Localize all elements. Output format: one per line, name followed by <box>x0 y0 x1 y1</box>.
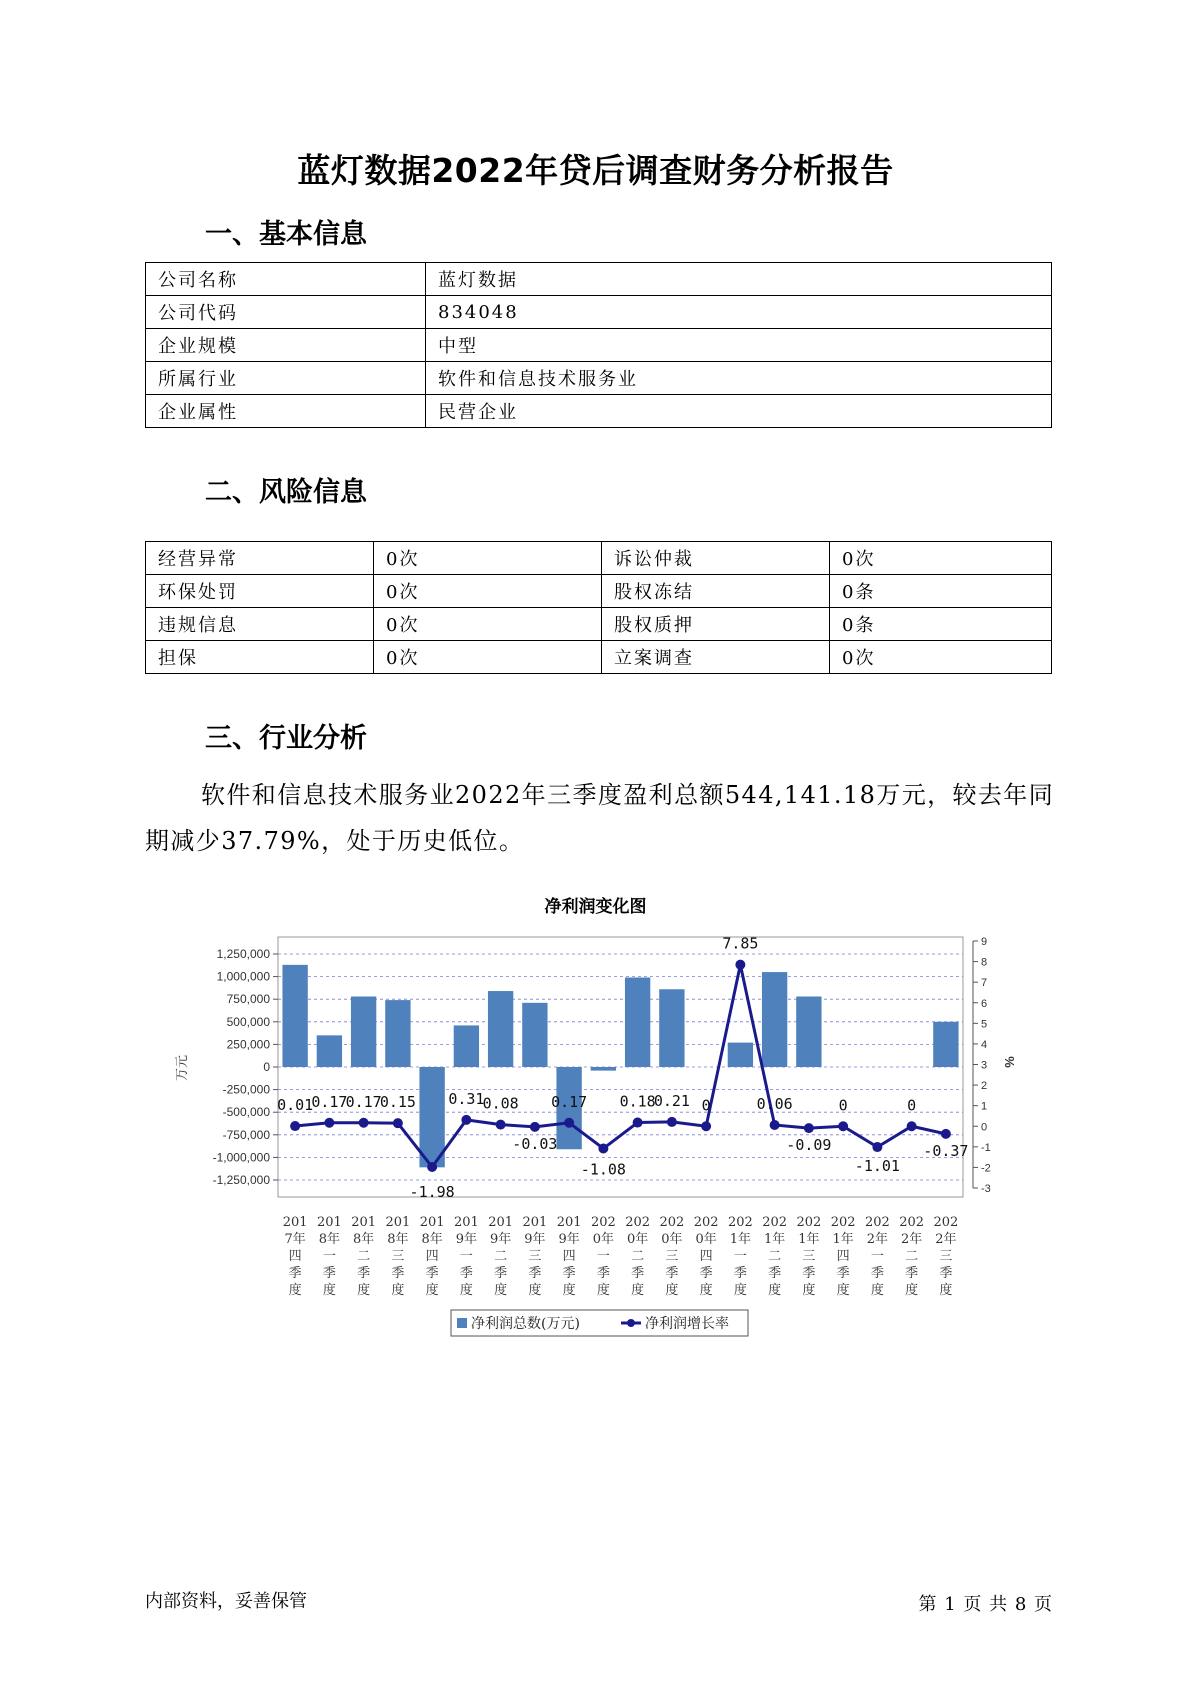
y-right-tick-label: 8 <box>981 956 988 969</box>
table-cell-label: 环保处罚 <box>146 575 374 608</box>
x-category-label: 季 <box>939 1266 953 1281</box>
y-right-tick-label: 9 <box>981 936 988 948</box>
growth-rate-data-label: 0.17 <box>551 1092 588 1111</box>
y-left-tick-label: -500,000 <box>222 1105 270 1120</box>
table-cell-value: 0条 <box>830 575 1052 608</box>
x-category-label: 度 <box>699 1283 713 1298</box>
footer-page-number: 第 1 页 共 8 页 <box>918 1594 1053 1615</box>
chart-bar <box>488 991 513 1067</box>
table-cell-value: 0次 <box>830 542 1052 575</box>
table-cell-value: 蓝灯数据 <box>426 263 1052 296</box>
x-category-label: 201 <box>385 1215 411 1230</box>
legend-bar-swatch <box>457 1318 467 1328</box>
x-category-label: 2年 <box>866 1232 889 1247</box>
x-category-label: 季 <box>459 1266 473 1281</box>
x-category-label: 三 <box>665 1249 679 1264</box>
x-category-label: 8年 <box>352 1232 375 1247</box>
growth-rate-point <box>770 1120 780 1130</box>
x-category-label: 度 <box>631 1283 645 1298</box>
growth-rate-point <box>667 1117 677 1127</box>
x-category-label: 0年 <box>695 1232 717 1247</box>
growth-rate-data-label: -1.98 <box>409 1183 455 1202</box>
table-cell-label: 公司代码 <box>146 296 426 329</box>
growth-rate-data-label: 7.85 <box>722 934 759 953</box>
section-heading-basic: 一、基本信息 <box>205 219 367 250</box>
x-category-label: 0年 <box>661 1232 683 1247</box>
x-category-label: 季 <box>733 1266 747 1281</box>
x-category-label: 季 <box>494 1266 508 1281</box>
x-category-label: 9年 <box>524 1232 546 1247</box>
x-category-label: 1年 <box>832 1232 854 1247</box>
x-category-label: 201 <box>522 1215 548 1230</box>
growth-rate-data-label: 0.21 <box>653 1091 690 1110</box>
growth-rate-point <box>461 1115 471 1125</box>
x-category-label: 四 <box>288 1249 302 1264</box>
x-category-label: 季 <box>357 1266 371 1281</box>
growth-rate-point <box>701 1121 711 1131</box>
x-category-label: 201 <box>453 1215 479 1230</box>
table-cell-value: 0次 <box>374 641 602 674</box>
x-category-label: 0年 <box>626 1232 649 1247</box>
growth-rate-data-label: 0.17 <box>345 1092 382 1111</box>
growth-rate-point <box>633 1118 643 1128</box>
x-category-label: 二 <box>357 1249 371 1264</box>
x-category-label: 度 <box>939 1283 953 1298</box>
x-category-label: 202 <box>830 1215 856 1230</box>
x-category-label: 度 <box>870 1283 884 1298</box>
y-right-tick-label: -2 <box>981 1162 991 1175</box>
table-cell-value: 软件和信息技术服务业 <box>426 362 1052 395</box>
x-category-label: 202 <box>762 1215 788 1230</box>
growth-rate-point <box>324 1118 334 1128</box>
table-cell-label: 违规信息 <box>146 608 374 641</box>
x-category-label: 8年 <box>387 1232 409 1247</box>
growth-rate-point <box>804 1123 814 1133</box>
x-category-label: 9年 <box>558 1232 580 1247</box>
x-category-label: 季 <box>699 1266 713 1281</box>
x-category-label: 202 <box>864 1215 890 1230</box>
x-category-label: 度 <box>836 1283 850 1298</box>
x-category-label: 二 <box>905 1249 919 1264</box>
chart-bar <box>385 1000 410 1067</box>
growth-rate-data-label: 0.08 <box>482 1094 519 1113</box>
x-category-label: 度 <box>562 1283 576 1298</box>
y-left-tick-label: 1,250,000 <box>216 947 270 961</box>
y-left-tick-label: 0 <box>263 1060 270 1074</box>
y-right-tick-label: -1 <box>981 1141 991 1154</box>
table-cell-value: 中型 <box>426 329 1052 362</box>
y-left-tick-label: 250,000 <box>226 1037 270 1052</box>
chart-bar <box>351 996 376 1067</box>
x-category-label: 度 <box>425 1283 439 1298</box>
x-category-label: 季 <box>870 1266 884 1281</box>
x-category-label: 二 <box>768 1249 782 1264</box>
x-category-label: 一 <box>459 1249 473 1264</box>
x-category-label: 度 <box>733 1283 747 1298</box>
x-category-label: 8年 <box>421 1232 443 1247</box>
x-category-label: 度 <box>768 1283 782 1298</box>
growth-rate-data-label: 0 <box>701 1096 711 1115</box>
x-category-label: 9年 <box>489 1232 512 1247</box>
table-cell-label: 经营异常 <box>146 542 374 575</box>
y-left-tick-label: -750,000 <box>222 1127 270 1142</box>
x-category-label: 度 <box>459 1283 473 1298</box>
legend-line-marker <box>627 1319 635 1327</box>
x-category-label: 一 <box>596 1249 610 1264</box>
x-category-label: 四 <box>699 1249 713 1264</box>
y-left-tick-label: 750,000 <box>226 992 270 1007</box>
y-right-tick-label: -3 <box>981 1183 991 1195</box>
growth-rate-point <box>907 1121 917 1131</box>
x-category-label: 0年 <box>592 1232 615 1247</box>
x-category-label: 201 <box>282 1215 308 1230</box>
x-category-label: 201 <box>351 1215 377 1230</box>
x-category-label: 202 <box>727 1215 753 1230</box>
y-left-tick-label: 1,000,000 <box>216 969 270 984</box>
x-category-label: 二 <box>631 1249 645 1264</box>
growth-rate-data-label: 0 <box>907 1096 917 1115</box>
growth-rate-data-label: -0.09 <box>786 1136 832 1155</box>
x-category-label: 8年 <box>318 1232 341 1247</box>
footer-confidential-note: 内部资料，妥善保管 <box>145 1591 307 1612</box>
y-right-tick-label: 3 <box>981 1059 988 1072</box>
growth-rate-data-label: -0.37 <box>923 1141 969 1160</box>
y-right-tick-label: 5 <box>981 1018 988 1031</box>
x-category-label: 三 <box>939 1249 953 1264</box>
legend-bar-label: 净利润总数(万元) <box>471 1316 580 1332</box>
chart-bar <box>522 1003 547 1067</box>
chart-bar <box>454 1025 479 1067</box>
chart-bar <box>933 1022 958 1067</box>
x-category-label: 度 <box>494 1283 508 1298</box>
chart-title: 净利润变化图 <box>544 897 647 917</box>
x-category-label: 季 <box>562 1266 576 1281</box>
table-cell-label: 公司名称 <box>146 263 426 296</box>
x-category-label: 2年 <box>900 1232 923 1247</box>
x-category-label: 1年 <box>763 1232 786 1247</box>
x-category-label: 三 <box>391 1249 405 1264</box>
chart-bar <box>728 1043 753 1067</box>
section-heading-industry: 三、行业分析 <box>205 723 367 754</box>
table-cell-label: 股权冻结 <box>602 575 830 608</box>
table-cell-value: 0次 <box>374 608 602 641</box>
growth-rate-point <box>290 1121 300 1131</box>
y-right-tick-label: 7 <box>981 977 988 990</box>
x-category-label: 201 <box>556 1215 582 1230</box>
x-category-label: 四 <box>425 1249 439 1264</box>
x-category-label: 202 <box>933 1215 959 1230</box>
table-cell-value: 834048 <box>426 296 1052 329</box>
chart-bar <box>591 1067 616 1071</box>
x-category-label: 四 <box>836 1249 850 1264</box>
table-cell-value: 0次 <box>374 542 602 575</box>
x-category-label: 季 <box>768 1266 782 1281</box>
table-cell-value: 民营企业 <box>426 395 1052 428</box>
y-left-tick-label: -1,250,000 <box>212 1173 270 1187</box>
x-category-label: 季 <box>836 1266 850 1281</box>
x-category-label: 度 <box>596 1283 610 1298</box>
x-category-label: 202 <box>590 1215 616 1230</box>
growth-rate-point <box>941 1129 951 1139</box>
x-category-label: 三 <box>528 1249 542 1264</box>
x-category-label: 202 <box>659 1215 685 1230</box>
growth-rate-point <box>530 1122 540 1132</box>
x-category-label: 202 <box>899 1215 925 1230</box>
legend-line-label: 净利润增长率 <box>645 1316 729 1332</box>
x-category-label: 7年 <box>284 1232 306 1247</box>
x-category-label: 一 <box>870 1249 884 1264</box>
x-category-label: 202 <box>796 1215 822 1230</box>
y-left-tick-label: -1,000,000 <box>212 1150 270 1165</box>
y-left-tick-label: -250,000 <box>222 1082 270 1097</box>
x-category-label: 201 <box>316 1215 342 1230</box>
y-right-tick-label: 1 <box>981 1100 988 1113</box>
x-category-label: 度 <box>357 1283 371 1298</box>
growth-rate-data-label: 0.18 <box>619 1092 656 1111</box>
x-category-label: 201 <box>488 1215 514 1230</box>
x-category-label: 度 <box>802 1283 816 1298</box>
growth-rate-data-label: 0.15 <box>379 1093 416 1112</box>
x-category-label: 季 <box>322 1266 336 1281</box>
table-cell-label: 立案调查 <box>602 641 830 674</box>
industry-paragraph: 软件和信息技术服务业2022年三季度盈利总额544,141.18万元，较去年同期减少37.79%，处于历史低位。 <box>145 781 1055 855</box>
section-heading-risk: 二、风险信息 <box>205 477 367 508</box>
table-cell-value: 0次 <box>830 641 1052 674</box>
growth-rate-point <box>393 1118 403 1128</box>
growth-rate-data-label: -0.03 <box>512 1134 558 1153</box>
x-category-label: 季 <box>425 1266 439 1281</box>
table-cell-label: 诉讼仲裁 <box>602 542 830 575</box>
growth-rate-point <box>359 1118 369 1128</box>
x-category-label: 1年 <box>729 1232 752 1247</box>
chart-bar <box>796 996 821 1067</box>
x-category-label: 季 <box>596 1266 610 1281</box>
table-cell-label: 企业规模 <box>146 329 426 362</box>
y-left-axis-label: 万元 <box>175 1054 190 1082</box>
x-category-label: 一 <box>322 1249 336 1264</box>
x-category-label: 季 <box>665 1266 679 1281</box>
growth-rate-data-label: 0.31 <box>448 1089 485 1108</box>
growth-rate-data-label: 0 <box>838 1096 848 1115</box>
y-right-tick-label: 2 <box>981 1080 988 1093</box>
growth-rate-point <box>496 1120 506 1130</box>
growth-rate-data-label: 0.17 <box>311 1092 348 1111</box>
x-category-label: 2年 <box>935 1232 957 1247</box>
table-cell-value: 0条 <box>830 608 1052 641</box>
x-category-label: 季 <box>528 1266 542 1281</box>
growth-rate-data-label: -1.01 <box>854 1157 900 1176</box>
x-category-label: 202 <box>693 1215 719 1230</box>
y-right-tick-label: 0 <box>981 1121 988 1134</box>
x-category-label: 度 <box>528 1283 542 1298</box>
x-category-label: 季 <box>802 1266 816 1281</box>
x-category-label: 度 <box>665 1283 679 1298</box>
chart-bar <box>317 1035 342 1067</box>
chart-bar <box>659 989 684 1067</box>
x-category-label: 一 <box>733 1249 747 1264</box>
table-cell-label: 所属行业 <box>146 362 426 395</box>
growth-rate-data-label: -1.08 <box>580 1160 626 1179</box>
y-right-tick-label: 6 <box>981 997 988 1010</box>
x-category-label: 度 <box>288 1283 302 1298</box>
page-title: 蓝灯数据2022年贷后调查财务分析报告 <box>297 151 894 190</box>
x-category-label: 三 <box>802 1249 816 1264</box>
x-category-label: 二 <box>494 1249 508 1264</box>
growth-rate-point <box>872 1142 882 1152</box>
growth-rate-point <box>598 1143 608 1153</box>
x-category-label: 季 <box>391 1266 405 1281</box>
chart-bar <box>625 978 650 1067</box>
y-left-tick-label: 500,000 <box>226 1014 270 1029</box>
x-category-label: 9年 <box>455 1232 478 1247</box>
chart-bar <box>762 972 787 1067</box>
growth-rate-point <box>838 1121 848 1131</box>
x-category-label: 四 <box>562 1249 576 1264</box>
y-right-axis-label: % <box>1002 1056 1017 1068</box>
growth-rate-point <box>427 1162 437 1172</box>
table-cell-label: 企业属性 <box>146 395 426 428</box>
growth-rate-point <box>564 1118 574 1128</box>
x-category-label: 度 <box>391 1283 405 1298</box>
chart-bar <box>282 965 307 1067</box>
y-right-tick-label: 4 <box>981 1038 988 1051</box>
x-category-label: 1年 <box>798 1232 820 1247</box>
growth-rate-data-label: 0.01 <box>277 1096 314 1115</box>
x-category-label: 季 <box>905 1266 919 1281</box>
table-cell-label: 股权质押 <box>602 608 830 641</box>
growth-rate-data-label: 0.06 <box>756 1095 793 1114</box>
table-cell-label: 担保 <box>146 641 374 674</box>
x-category-label: 度 <box>905 1283 919 1298</box>
x-category-label: 201 <box>419 1215 445 1230</box>
x-category-label: 季 <box>288 1266 302 1281</box>
growth-rate-point <box>735 960 745 970</box>
table-cell-value: 0次 <box>374 575 602 608</box>
x-category-label: 202 <box>625 1215 651 1230</box>
x-category-label: 度 <box>322 1283 336 1298</box>
x-category-label: 季 <box>631 1266 645 1281</box>
